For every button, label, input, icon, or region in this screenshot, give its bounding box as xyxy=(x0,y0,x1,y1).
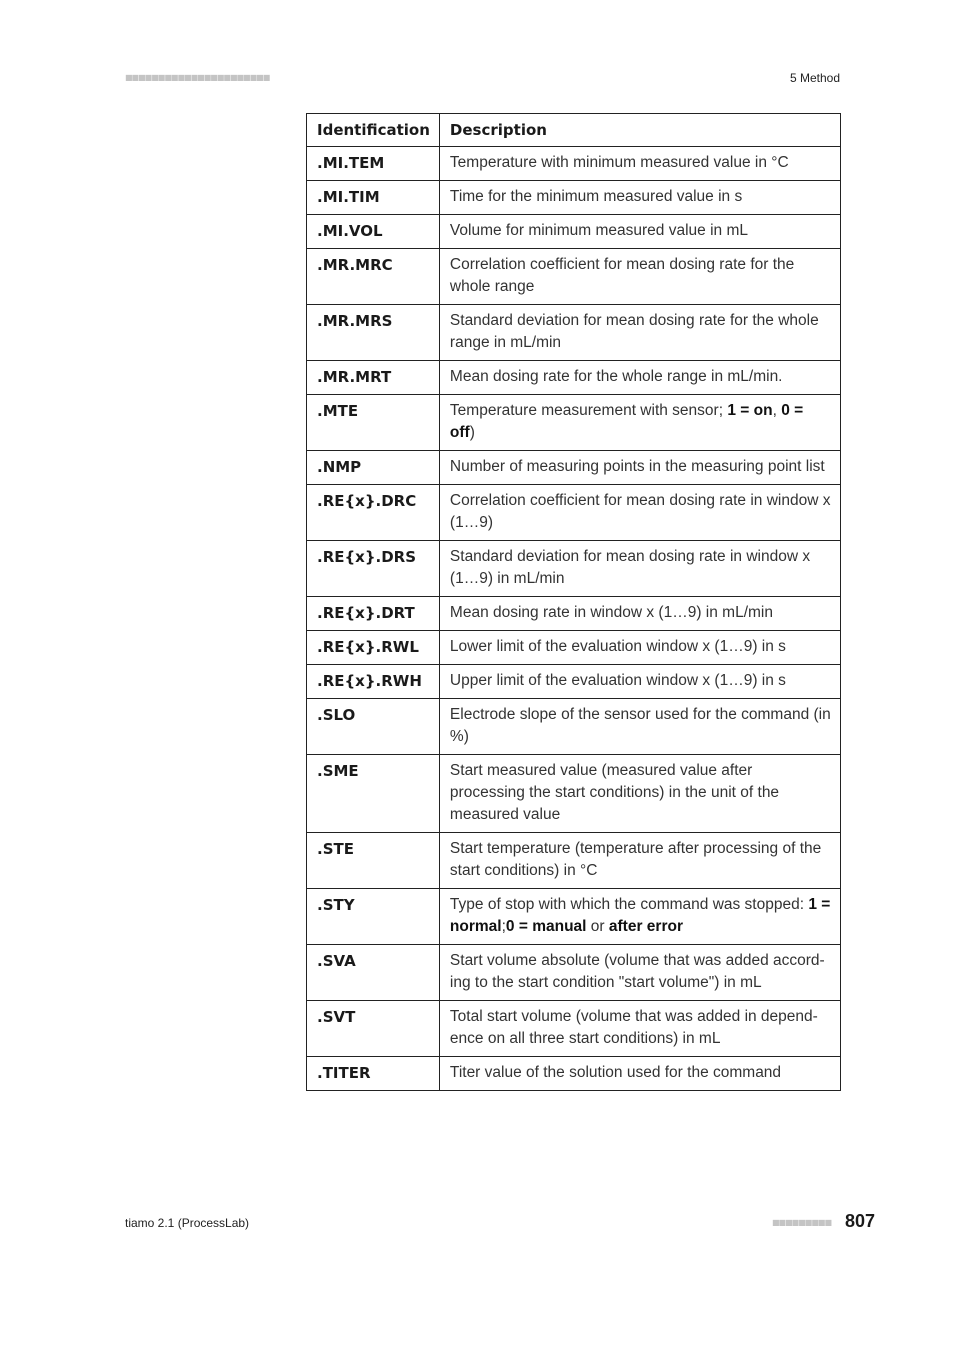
description-emphasis: 1 = normal xyxy=(449,896,831,935)
identification-cell: .MR.MRT xyxy=(307,361,440,395)
identification-cell: .MI.VOL xyxy=(307,215,440,249)
footer-decoration-dots: ■■■■■■■■■ xyxy=(772,1218,832,1227)
table-row xyxy=(307,665,841,699)
identification-cell: .NMP xyxy=(307,451,440,485)
table-row xyxy=(307,305,841,361)
table-row xyxy=(307,1057,841,1091)
description-cell: Lower limit of the evaluation window x (1…9) in s xyxy=(439,631,840,665)
description-cell: Start volume absolute (volume that was added accord-ing to the start condition "start volume") in mL xyxy=(439,945,840,1001)
table-body xyxy=(307,147,841,1091)
table-row xyxy=(307,451,841,485)
identification-cell: .STY xyxy=(307,889,440,945)
description-cell: Temperature with minimum measured value in °C xyxy=(439,147,840,181)
description-cell: Standard deviation for mean dosing rate for the whole range in mL/min xyxy=(439,305,840,361)
description-cell: Standard deviation for mean dosing rate in window x (1…9) in mL/min xyxy=(439,541,840,597)
description-cell: Titer value of the solution used for the command xyxy=(439,1057,840,1091)
identification-cell: .SVT xyxy=(307,1001,440,1057)
description-cell: Upper limit of the evaluation window x (1…9) in s xyxy=(439,665,840,699)
description-emphasis: 1 = on xyxy=(727,402,773,419)
description-cell: Correlation coefficient for mean dosing rate in window x (1…9) xyxy=(439,485,840,541)
description-emphasis: 0 = off xyxy=(449,402,804,441)
identification-cell: .STE xyxy=(307,833,440,889)
description-cell: Mean dosing rate in window x (1…9) in mL/min xyxy=(439,597,840,631)
description-cell: Total start volume (volume that was added in depend-ence on all three start conditions) in mL xyxy=(439,1001,840,1057)
table-row xyxy=(307,215,841,249)
table-row xyxy=(307,755,841,833)
description-text: or xyxy=(586,918,609,935)
description-cell: Time for the minimum measured value in s xyxy=(439,181,840,215)
header-decoration-dots: ■■■■■■■■■■■■■■■■■■■■■■ xyxy=(125,73,270,82)
table-row xyxy=(307,889,841,945)
column-header-identification: Identification xyxy=(307,114,440,147)
description-text: , xyxy=(772,402,782,419)
table-row xyxy=(307,597,841,631)
identification-cell: .SVA xyxy=(307,945,440,1001)
description-cell: Correlation coefficient for mean dosing rate for the whole range xyxy=(439,249,840,305)
identification-cell: .MTE xyxy=(307,395,440,451)
identification-cell: .MR.MRC xyxy=(307,249,440,305)
description-cell xyxy=(439,395,840,451)
table-row xyxy=(307,1001,841,1057)
column-header-description: Description xyxy=(439,114,840,147)
identification-cell: .MI.TEM xyxy=(307,147,440,181)
footer-document-title: tiamo 2.1 (ProcessLab) xyxy=(125,1216,250,1230)
table-header-row xyxy=(307,114,841,147)
identification-cell: .MR.MRS xyxy=(307,305,440,361)
table-row xyxy=(307,181,841,215)
table-row xyxy=(307,945,841,1001)
description-text: Type of stop with which the command was stopped: xyxy=(449,896,809,913)
description-cell: Mean dosing rate for the whole range in mL/min. xyxy=(439,361,840,395)
identification-cell: .RE{x}.DRT xyxy=(307,597,440,631)
identification-table xyxy=(306,113,841,1091)
header-section-title: 5 Method xyxy=(789,71,840,85)
table-row xyxy=(307,147,841,181)
page-number: 807 xyxy=(845,1211,876,1231)
description-text: Temperature measurement with sensor; xyxy=(449,402,728,419)
description-cell xyxy=(439,889,840,945)
description-text: ; xyxy=(501,918,506,935)
description-cell: Volume for minimum measured value in mL xyxy=(439,215,840,249)
description-text: ) xyxy=(469,424,475,441)
table-row xyxy=(307,699,841,755)
identification-cell: .RE{x}.RWH xyxy=(307,665,440,699)
identification-cell: .RE{x}.RWL xyxy=(307,631,440,665)
table-row xyxy=(307,833,841,889)
description-emphasis: after error xyxy=(608,918,683,935)
description-cell: Number of measuring points in the measuring point list xyxy=(439,451,840,485)
identification-cell: .MI.TIM xyxy=(307,181,440,215)
description-cell: Electrode slope of the sensor used for the command (in %) xyxy=(439,699,840,755)
description-cell: Start temperature (temperature after processing of the start conditions) in °C xyxy=(439,833,840,889)
description-emphasis: 0 = manual xyxy=(505,918,587,935)
identification-cell: .TITER xyxy=(307,1057,440,1091)
table-row xyxy=(307,485,841,541)
table-row xyxy=(307,395,841,451)
description-cell: Start measured value (measured value after processing the start conditions) in the unit of the measured value xyxy=(439,755,840,833)
identification-cell: .SME xyxy=(307,755,440,833)
identification-cell: .RE{x}.DRS xyxy=(307,541,440,597)
table-row xyxy=(307,361,841,395)
identification-cell: .RE{x}.DRC xyxy=(307,485,440,541)
table-row xyxy=(307,541,841,597)
table-row xyxy=(307,249,841,305)
table-row xyxy=(307,631,841,665)
identification-cell: .SLO xyxy=(307,699,440,755)
